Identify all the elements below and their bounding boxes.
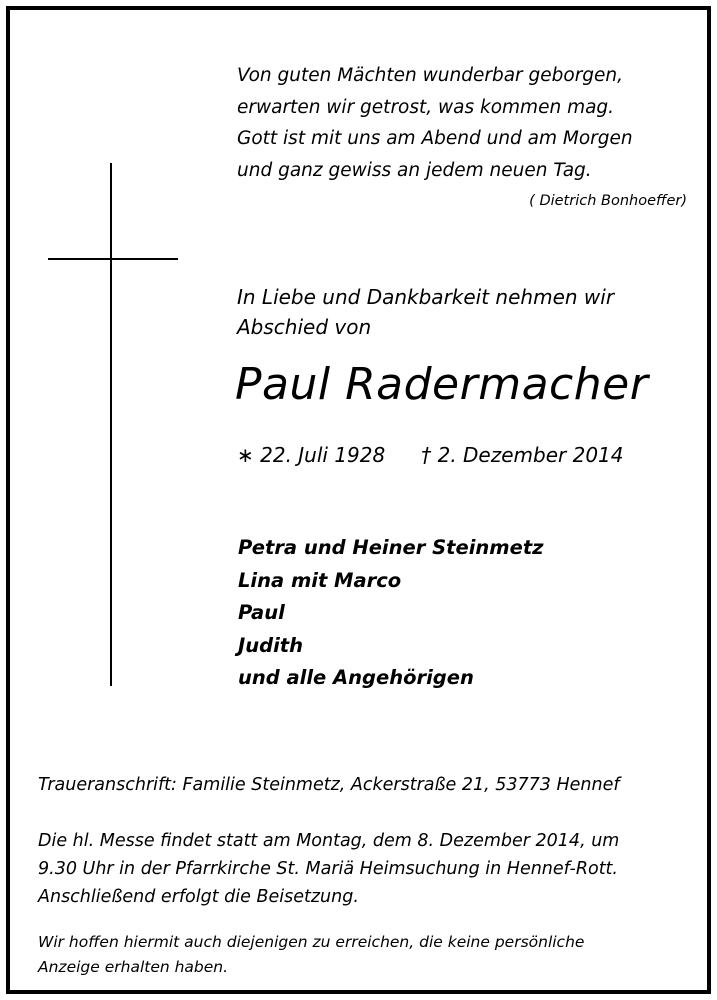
- life-dates: [237, 440, 624, 470]
- death-date: † 2. Dezember 2014: [421, 443, 624, 467]
- farewell-intro: [237, 282, 614, 342]
- intro-line: Abschied von: [237, 315, 372, 339]
- mass-line: 9.30 Uhr in der Pfarrkirche St. Mariä Heimsuchung in Hennef-Rott.: [38, 859, 618, 879]
- mourners-list: [238, 532, 544, 695]
- mourner: Paul: [238, 601, 285, 624]
- mass-line: Die hl. Messe findet statt am Montag, dem 8. Dezember 2014, um: [38, 831, 620, 851]
- note-line: Anzeige erhalten haben.: [38, 958, 229, 976]
- mass-info: [38, 827, 619, 911]
- mourner: Judith: [238, 633, 303, 657]
- poem: [237, 60, 633, 186]
- poem-line: Von guten Mächten wunderbar geborgen,: [237, 65, 624, 86]
- intro-line: In Liebe und Dankbarkeit nehmen wir: [237, 285, 615, 309]
- obituary-notice: [6, 6, 711, 994]
- mourner: Petra und Heiner Steinmetz: [238, 536, 544, 559]
- mourner: Lina mit Marco: [238, 568, 402, 592]
- poem-line: Gott ist mit uns am Abend und am Morgen: [237, 128, 633, 149]
- deceased-name: Paul Radermacher: [235, 359, 649, 410]
- closing-note: [38, 930, 584, 980]
- poem-author: ( Dietrich Bonhoeffer): [529, 193, 687, 209]
- cross-vertical-bar: [110, 163, 112, 686]
- mourner: und alle Angehörigen: [238, 666, 474, 689]
- mourning-address: Traueranschrift: Familie Steinmetz, Ackerstraße 21, 53773 Hennef: [38, 775, 620, 795]
- birth-date: ∗ 22. Juli 1928: [237, 443, 386, 467]
- note-line: Wir hoffen hiermit auch diejenigen zu erreichen, die keine persönliche: [38, 933, 585, 951]
- mass-line: Anschließend erfolgt die Beisetzung.: [38, 887, 359, 907]
- poem-line: und ganz gewiss an jedem neuen Tag.: [237, 159, 592, 181]
- poem-line: erwarten wir getrost, was kommen mag.: [237, 96, 615, 118]
- cross-horizontal-bar: [48, 258, 178, 260]
